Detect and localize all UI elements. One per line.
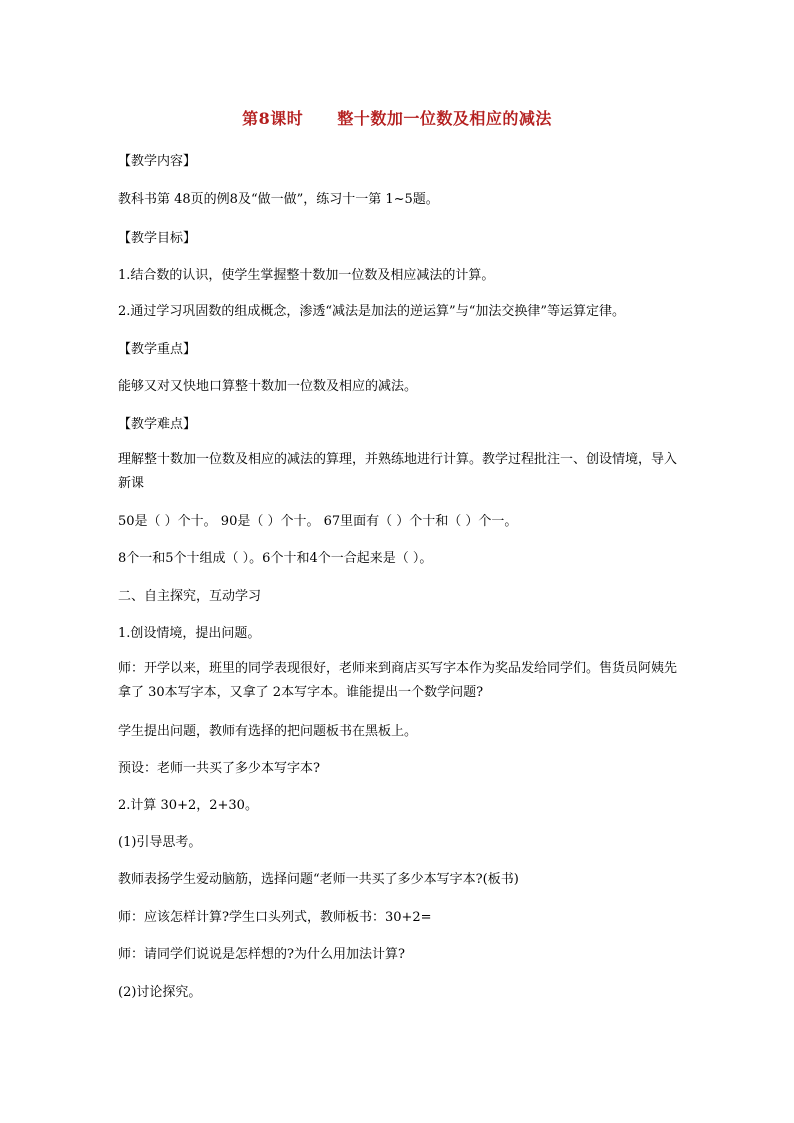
section-heading-explore: 二、自主探究，互动学习 <box>118 589 262 604</box>
student-question-text: 学生提出问题，教师有选择的把问题板书在黑板上。 <box>118 724 418 739</box>
review-question-2: 8个一和5个十组成（ ）。6个十和4个一合起来是（ ）。 <box>118 551 433 566</box>
teacher-calc-text: 师：应该怎样计算?学生口头列式，教师板书：30+2= <box>118 910 432 925</box>
section-heading-key-points: 【教学重点】 <box>118 342 197 357</box>
page-title <box>0 106 794 129</box>
substep-2-heading: (2)讨论探究。 <box>118 985 202 1000</box>
content-text: 教科书第 48页的例8及“做一做”，练习十一第 1~5题。 <box>118 192 439 207</box>
preset-question-text: 预设：老师一共买了多少本写字本? <box>118 761 320 776</box>
step-2-heading: 2.计算 30+2，2+30。 <box>118 798 258 813</box>
teacher-scenario-text: 师：开学以来，班里的同学表现很好，老师来到商店买写字本作为奖品发给同学们。售货员阿姨先拿了 30本写字本，又拿了 2本写字本。谁能提出一个数学问题? <box>118 661 678 700</box>
section-heading-content: 【教学内容】 <box>118 154 197 169</box>
section-heading-goals: 【教学目标】 <box>118 231 197 246</box>
section-heading-difficulties: 【教学难点】 <box>118 417 197 432</box>
lesson-topic: 整十数加一位数及相应的减法 <box>337 109 552 128</box>
teacher-praise-text: 教师表扬学生爱动脑筋，选择问题“老师一共买了多少本写字本?(板书) <box>118 872 519 887</box>
goal-item-2: 2.通过学习巩固数的组成概念，渗透“减法是加法的逆运算”与“加法交换律”等运算定律。 <box>118 304 625 319</box>
review-question-1: 50是（ ）个十。 90是（ ）个十。 67里面有（ ）个十和（ ）个一。 <box>118 514 518 529</box>
teacher-ask-text: 师：请同学们说说是怎样想的?为什么用加法计算? <box>118 947 405 962</box>
step-1-heading: 1.创设情境，提出问题。 <box>118 626 261 641</box>
substep-1-heading: (1)引导思考。 <box>118 835 202 850</box>
lesson-number: 第8课时 <box>242 109 304 128</box>
key-points-text: 能够又对又快地口算整十数加一位数及相应的减法。 <box>118 379 418 394</box>
goal-item-1: 1.结合数的认识，使学生掌握整十数加一位数及相应减法的计算。 <box>118 268 495 283</box>
difficulties-text: 理解整十数加一位数及相应的减法的算理，并熟练地进行计算。教学过程批注一、创设情境，导入新课 <box>118 452 678 491</box>
